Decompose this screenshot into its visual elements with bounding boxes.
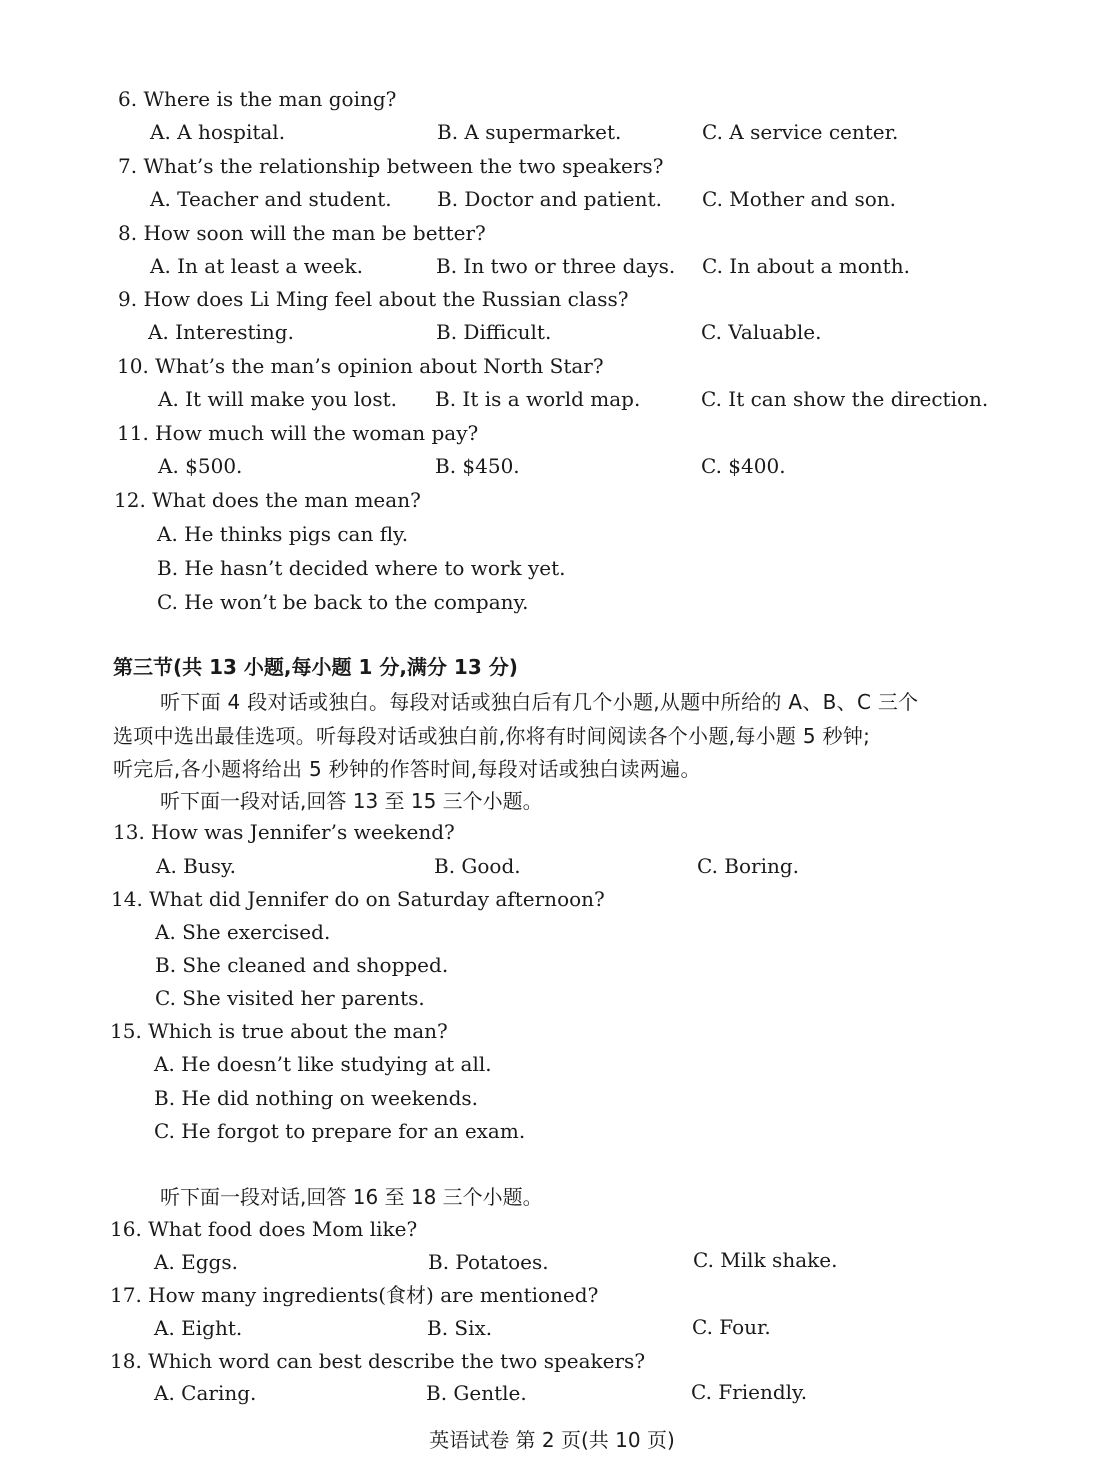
section-title: 第三节(共 13 小题,每小题 1 分,满分 13 分): [113, 655, 518, 679]
option-b: B. In two or three days.: [436, 254, 676, 278]
question-16: [110, 1214, 417, 1244]
option-c: C. He won’t be back to the company.: [157, 590, 529, 614]
question-number: 11.: [117, 421, 149, 445]
option-a: A. He thinks pigs can fly.: [157, 522, 409, 546]
option-b: B. He did nothing on weekends.: [154, 1086, 479, 1110]
question-7: [118, 151, 663, 181]
question-text: How soon will the man be better?: [143, 221, 486, 245]
question-number: 13.: [113, 820, 145, 844]
option-c: C. Friendly.: [691, 1380, 808, 1404]
option-a: A. $500.: [158, 454, 243, 478]
question-number: 14.: [111, 887, 143, 911]
question-15: [110, 1016, 448, 1046]
option-b: B. A supermarket.: [437, 120, 622, 144]
option-a: A. Eight.: [154, 1316, 243, 1340]
question-text: What did Jennifer do on Saturday afternoon?: [149, 887, 605, 911]
question-number: 17.: [110, 1283, 142, 1307]
option-b: B. $450.: [435, 454, 520, 478]
option-b: B. She cleaned and shopped.: [155, 953, 449, 977]
option-a: A. Eggs.: [154, 1250, 238, 1274]
option-b: B. Doctor and patient.: [437, 187, 662, 211]
option-c: C. Mother and son.: [702, 187, 897, 211]
question-number: 15.: [110, 1019, 142, 1043]
instruction-line: 听下面 4 段对话或独白。每段对话或独白后有几个小题,从题中所给的 A、B、C 三个: [160, 690, 919, 714]
question-text: Which word can best describe the two speakers?: [148, 1349, 646, 1373]
option-b: B. It is a world map.: [435, 387, 641, 411]
dialog-intro: 听下面一段对话,回答 13 至 15 三个小题。: [160, 789, 543, 813]
question-text: What does the man mean?: [152, 488, 421, 512]
question-13: [113, 817, 455, 847]
option-a: A. Caring.: [154, 1381, 257, 1405]
question-17: [110, 1280, 598, 1310]
option-c: C. Valuable.: [701, 320, 822, 344]
question-text: Which is true about the man?: [148, 1019, 448, 1043]
question-text: How was Jennifer’s weekend?: [151, 820, 455, 844]
question-number: 8.: [118, 221, 138, 245]
option-a: A. It will make you lost.: [158, 387, 397, 411]
option-a: A. She exercised.: [155, 920, 331, 944]
option-a: A. In at least a week.: [150, 254, 363, 278]
question-11: [117, 418, 478, 448]
option-c: C. He forgot to prepare for an exam.: [154, 1119, 526, 1143]
question-9: [118, 284, 628, 314]
option-c: C. $400.: [701, 454, 786, 478]
question-14: [111, 884, 605, 914]
question-8: [118, 218, 486, 248]
option-c: C. Four.: [692, 1315, 771, 1339]
option-c: C. Milk shake.: [693, 1248, 838, 1272]
option-b: B. Potatoes.: [428, 1250, 549, 1274]
instruction-line: 听完后,各小题将给出 5 秒钟的作答时间,每段对话或独白读两遍。: [113, 757, 701, 781]
question-number: 16.: [110, 1217, 142, 1241]
option-a: A. A hospital.: [150, 120, 286, 144]
instruction-line: 选项中选出最佳选项。听每段对话或独白前,你将有时间阅读各个小题,每小题 5 秒钟;: [113, 724, 871, 748]
option-a: A. Interesting.: [148, 320, 294, 344]
option-c: C. She visited her parents.: [155, 986, 425, 1010]
option-b: B. Six.: [427, 1316, 493, 1340]
question-text: How many ingredients(食材) are mentioned?: [148, 1283, 599, 1307]
question-text: Where is the man going?: [143, 87, 397, 111]
option-b: B. He hasn’t decided where to work yet.: [157, 556, 566, 580]
question-number: 9.: [118, 287, 138, 311]
question-text: How much will the woman pay?: [155, 421, 479, 445]
question-number: 12.: [114, 488, 146, 512]
option-c: C. Boring.: [697, 854, 800, 878]
question-6: [118, 84, 396, 114]
question-18: [110, 1346, 645, 1376]
option-c: C. A service center.: [702, 120, 899, 144]
question-number: 10.: [117, 354, 149, 378]
question-text: What’s the relationship between the two speakers?: [143, 154, 664, 178]
option-a: A. Busy.: [156, 854, 236, 878]
question-number: 7.: [118, 154, 138, 178]
option-b: B. Good.: [434, 854, 521, 878]
question-number: 6.: [118, 87, 138, 111]
question-text: What food does Mom like?: [148, 1217, 418, 1241]
option-c: C. It can show the direction.: [701, 387, 989, 411]
question-number: 18.: [110, 1349, 142, 1373]
option-a: A. Teacher and student.: [150, 187, 392, 211]
option-b: B. Difficult.: [436, 320, 552, 344]
question-text: How does Li Ming feel about the Russian class?: [143, 287, 629, 311]
page-footer: 英语试卷 第 2 页(共 10 页): [429, 1428, 675, 1452]
option-a: A. He doesn’t like studying at all.: [154, 1052, 492, 1076]
option-b: B. Gentle.: [426, 1381, 527, 1405]
dialog-intro: 听下面一段对话,回答 16 至 18 三个小题。: [160, 1185, 543, 1209]
question-text: What’s the man’s opinion about North Star?: [155, 354, 604, 378]
question-10: [117, 351, 604, 381]
question-12: [114, 485, 421, 515]
option-c: C. In about a month.: [702, 254, 910, 278]
